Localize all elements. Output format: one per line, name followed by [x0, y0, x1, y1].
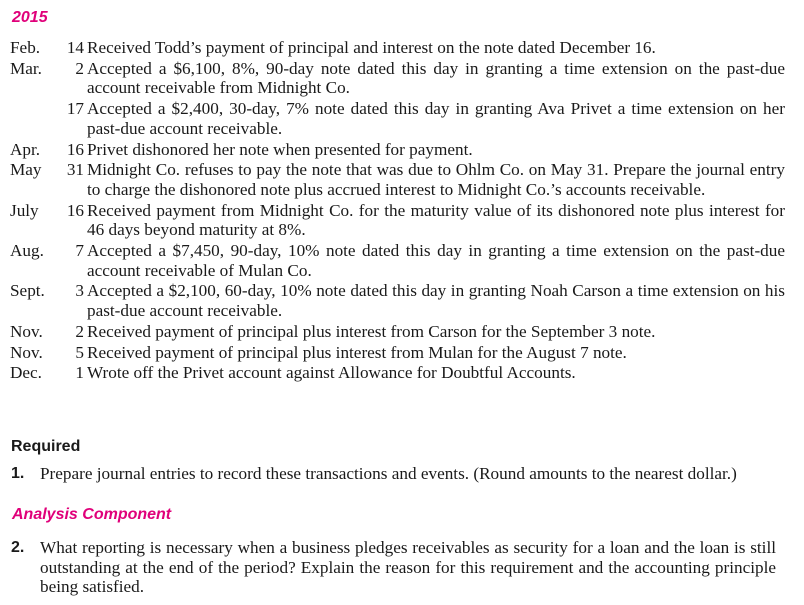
entry-day: 16 — [66, 139, 84, 159]
required-heading: Required — [11, 438, 81, 455]
transaction-list — [10, 38, 785, 384]
question-number: 2. — [11, 539, 25, 556]
entry-date — [10, 140, 86, 160]
transaction-entry — [10, 99, 785, 138]
question-number: 1. — [11, 465, 25, 482]
entry-day: 7 — [75, 241, 84, 261]
transaction-entry — [10, 59, 785, 98]
entry-description: Midnight Co. refuses to pay the note that was due to Ohlm Co. on May 31. Prepare the journal entry to charge the dishonored note plus accrued interest to Midnight Co.’s accounts receivable. — [87, 160, 785, 199]
entry-month: May — [10, 160, 42, 180]
entry-description: Accepted a $6,100, 8%, 90-day note dated this day in granting a time extension on the past-due account receivable from Midnight Co. — [87, 58, 785, 98]
entry-month: Dec. — [10, 363, 42, 383]
transaction-entry — [10, 241, 785, 280]
entry-day: 2 — [75, 321, 84, 341]
transaction-entry — [10, 38, 785, 58]
entry-day: 14 — [66, 38, 84, 57]
analysis-component-heading: Analysis Component — [12, 506, 172, 523]
question-2 — [11, 538, 776, 597]
entry-date — [10, 99, 86, 138]
entry-date — [10, 281, 86, 320]
entry-day: 16 — [66, 200, 84, 220]
entry-day: 17 — [66, 99, 84, 119]
question-text: What reporting is necessary when a business pledges receivables as security for a loan and the loan is still outstanding at the end of the period? Explain the reason for this requirement and the accounting principle being satisfied. — [40, 538, 776, 597]
entry-month: Aug. — [10, 241, 44, 261]
entry-description: Received payment of principal plus interest from Mulan for the August 7 note. — [87, 342, 627, 362]
entry-month: Mar. — [10, 58, 42, 78]
entry-month: Nov. — [10, 321, 43, 341]
entry-description: Accepted a $7,450, 90-day, 10% note dated this day in granting a time extension on the past-due account receivable of Mulan Co. — [87, 241, 785, 280]
transaction-entry — [10, 343, 785, 363]
entry-day: 5 — [75, 342, 84, 362]
transaction-entry — [10, 160, 785, 199]
entry-month: Sept. — [10, 281, 45, 301]
transaction-entry — [10, 322, 785, 342]
entry-description: Accepted a $2,400, 30-day, 7% note dated this day in granting Ava Privet a time extension on her past-due account receivable. — [87, 99, 785, 138]
entry-day: 3 — [75, 281, 84, 301]
entry-day: 2 — [75, 58, 84, 78]
transaction-entry — [10, 140, 785, 160]
entry-date — [10, 241, 86, 280]
entry-day: 1 — [75, 363, 84, 383]
year-heading: 2015 — [12, 9, 48, 26]
transaction-entry — [10, 201, 785, 240]
question-1 — [11, 464, 776, 484]
entry-date — [10, 160, 86, 199]
entry-date — [10, 343, 86, 363]
entry-month: Nov. — [10, 342, 43, 362]
entry-date — [10, 322, 86, 342]
entry-date — [10, 59, 86, 98]
entry-date — [10, 201, 86, 240]
entry-month: July — [10, 200, 39, 220]
entry-description: Received payment from Midnight Co. for the maturity value of its dishonored note plus interest for 46 days beyond maturity at 8%. — [87, 200, 785, 240]
entry-day: 31 — [66, 160, 84, 180]
question-text: Prepare journal entries to record these transactions and events. (Round amounts to the nearest dollar.) — [40, 464, 737, 483]
entry-description: Privet dishonored her note when presented for payment. — [87, 139, 473, 159]
entry-date — [10, 363, 86, 383]
entry-description: Received Todd’s payment of principal and interest on the note dated December 16. — [87, 38, 656, 57]
entry-date — [10, 38, 86, 58]
entry-description: Received payment of principal plus interest from Carson for the September 3 note. — [87, 321, 656, 341]
entry-description: Accepted a $2,100, 60-day, 10% note dated this day in granting Noah Carson a time extension on his past-due account receivable. — [87, 281, 785, 321]
transaction-entry — [10, 363, 785, 383]
entry-month: Apr. — [10, 139, 41, 159]
entry-description: Wrote off the Privet account against Allowance for Doubtful Accounts. — [87, 363, 576, 383]
transaction-entry — [10, 281, 785, 320]
entry-month: Feb. — [10, 38, 41, 57]
